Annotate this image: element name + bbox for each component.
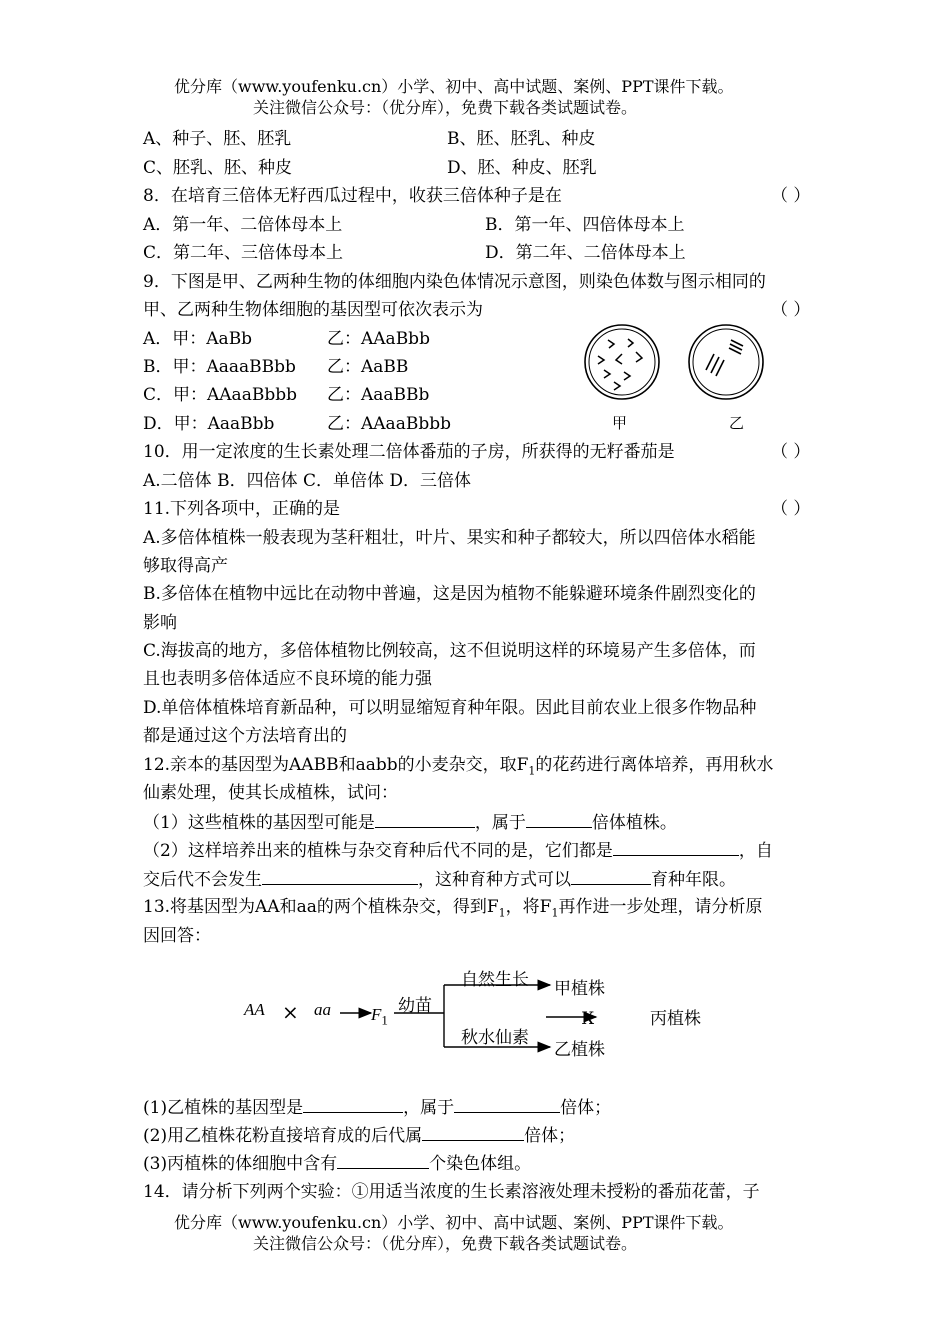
q12-p2-text-e: 育种年限。 [651, 870, 736, 890]
q9-option-b-jia: B．甲：AaaaBBbb [143, 357, 296, 377]
q12-part-2-line-2 [143, 868, 736, 891]
diagram-aa: aa [314, 1000, 331, 1019]
diagram-bing: 丙植株 [650, 1009, 701, 1029]
q12-p1-text-b: ，属于 [474, 813, 526, 833]
diagram-qiushui: 秋水仙素 [461, 1028, 529, 1048]
q8-option-d: D．第二年、二倍体母本上 [485, 243, 686, 263]
q12-p2-text-d: ，这种育种方式可以 [418, 870, 571, 890]
q12-stem-line-1 [143, 754, 773, 782]
q13-diagram-arrows [330, 975, 660, 1065]
footer-line-2: 关注微信公众号：（优分库），免费下载各类试题试卷。 [253, 1234, 638, 1253]
q7-option-d: D、胚、种皮、胚乳 [447, 158, 597, 178]
q9-stem-line-2: 甲、乙两种生物体细胞的基因型可依次表示为 [143, 300, 483, 320]
q13-s3-text-a: (3)丙植株的体细胞中含有 [143, 1154, 338, 1174]
diagram-ziran: 自然生长 [461, 970, 529, 990]
q13-subscript-2: 1 [551, 906, 559, 920]
q10-stem: 10．用一定浓度的生长素处理二倍体番茄的子房，所获得的无籽番茄是 [143, 442, 675, 462]
diagram-yi: 乙植株 [554, 1040, 605, 1060]
blank-segregation[interactable] [262, 868, 418, 885]
diagram-F: F [371, 1005, 382, 1024]
label-jia: 甲 [612, 414, 628, 432]
q13-sub-3 [143, 1152, 531, 1175]
label-yi: 乙 [729, 414, 745, 432]
q11-answer-paren: （ ） [771, 499, 811, 519]
q13-s2-text-b: 倍体； [524, 1126, 576, 1146]
header-line-1: 优分库（www.youfenku.cn）小学、初中、高中试题、案例、PPT课件下载。 [174, 77, 734, 96]
q12-stem-part-b: 的花药进行离体培养，再用秋水 [535, 755, 774, 775]
q12-p2-text-a: （2）这样培养出来的植株与杂交育种后代不同的是，它们都是 [143, 841, 613, 861]
blank-chromosome-sets[interactable] [337, 1152, 429, 1169]
q12-p2-text-c: 交后代不会发生 [143, 870, 262, 890]
q13-stem-part-c: 再作进一步处理，请分析原 [558, 897, 763, 917]
q13-s1-text-b: ，属于 [403, 1098, 455, 1118]
footer-line-1: 优分库（www.youfenku.cn）小学、初中、高中试题、案例、PPT课件下载。 [174, 1213, 734, 1232]
diagram-youmiao: 幼苗 [398, 996, 432, 1016]
q13-s2-text-a: (2)用乙植株花粉直接培育成的后代属 [143, 1126, 423, 1146]
q12-p1-text-a: （1）这些植株的基因型可能是 [143, 813, 375, 833]
header-line-2: 关注微信公众号：（优分库），免费下载各类试题试卷。 [253, 98, 638, 117]
cell-yi [689, 325, 763, 399]
q13-s3-text-b: 个染色体组。 [429, 1154, 532, 1174]
q9-option-a-yi: 乙：AAaBbb [327, 329, 430, 349]
q9-option-d-yi: 乙：AAaaBbbb [327, 414, 451, 434]
q10-answer-paren: （ ） [771, 442, 811, 462]
diagram-F-subscript: 1 [381, 1012, 388, 1028]
blank-offspring-ploidy[interactable] [422, 1124, 524, 1141]
q12-part-2-line-1 [143, 839, 773, 862]
q9-stem-line-1: 9．下图是甲、乙两种生物的体细胞内染色体情况示意图，则染色体数与图示相同的 [143, 272, 766, 292]
q12-stem-line-2: 仙素处理，使其长成植株，试问： [143, 783, 398, 803]
q11-option-a-line-1: A.多倍体植株一般表现为茎秆粗壮，叶片、果实和种子都较大，所以四倍体水稻能 [143, 528, 756, 548]
q13-sub-1 [143, 1096, 611, 1119]
q8-option-c: C．第二年、三倍体母本上 [143, 243, 344, 263]
q7-option-c: C、胚乳、胚、种皮 [143, 158, 293, 178]
q11-option-b-line-2: 影响 [143, 613, 177, 633]
q10-options: A.二倍体 B．四倍体 C．单倍体 D．三倍体 [143, 471, 472, 491]
q9-option-b-yi: 乙：AaBB [327, 357, 409, 377]
cell-jia [585, 325, 659, 399]
q12-p1-text-c: 倍体植株。 [591, 813, 677, 833]
q11-option-b-line-1: B.多倍体在植物中远比在动物中普遍，这是因为植物不能躲避环境条件剧烈变化的 [143, 584, 756, 604]
q12-part-1 [143, 811, 677, 834]
q8-stem: 8．在培育三倍体无籽西瓜过程中，收获三倍体种子是在 [143, 186, 562, 206]
q11-option-d-line-1: D.单倍体植株培育新品种，可以明显缩短育种年限。因此目前农业上很多作物品种 [143, 698, 757, 718]
diagram-AA: AA [244, 1000, 265, 1019]
q11-stem: 11.下列各项中，正确的是 [143, 499, 341, 519]
q13-stem-part-a: 13.将基因型为AA和aa的两个植株杂交，得到F [143, 897, 499, 917]
blank-ploidy[interactable] [526, 811, 592, 828]
q11-option-c-line-2: 且也表明多倍体适应不良环境的能力强 [143, 669, 432, 689]
q13-s1-text-c: 倍体； [560, 1098, 612, 1118]
q9-option-d-jia: D．甲：AaaBbb [143, 414, 275, 434]
blank-yi-genotype[interactable] [303, 1096, 403, 1113]
q12-stem-part-a: 12.亲本的基因型为AABB和aabb的小麦杂交，取F [143, 755, 529, 775]
q13-subscript-1: 1 [498, 906, 506, 920]
q9-option-c-jia: C．甲：AAaaBbbb [143, 385, 297, 405]
q8-answer-paren: （ ） [771, 186, 811, 206]
q8-option-a: A．第一年、二倍体母本上 [143, 215, 343, 235]
q13-s1-text-a: (1)乙植株的基因型是 [143, 1098, 304, 1118]
q13-stem-line-1 [143, 896, 762, 924]
q7-option-a: A、种子、胚、胚乳 [143, 129, 292, 149]
q9-chromosome-figure [578, 318, 778, 418]
q12-subscript: 1 [528, 764, 536, 778]
q8-option-b: B．第一年、四倍体母本上 [485, 215, 685, 235]
q13-stem-line-2: 因回答： [143, 926, 211, 946]
q7-option-b: B、胚、胚乳、种皮 [447, 129, 596, 149]
q11-option-c-line-1: C.海拔高的地方，多倍体植物比例较高，这不但说明这样的环境易产生多倍体，而 [143, 641, 756, 661]
blank-pure-line[interactable] [613, 839, 739, 856]
blank-shorten[interactable] [571, 868, 651, 885]
q9-option-c-yi: 乙：AaaBBb [327, 385, 430, 405]
q11-option-d-line-2: 都是通过这个方法培育出的 [143, 726, 347, 746]
q12-p2-text-b: ，自 [738, 841, 773, 861]
blank-yi-ploidy[interactable] [454, 1096, 560, 1113]
diagram-times: × [282, 1000, 299, 1024]
q14-stem: 14．请分析下列两个实验：①用适当浓度的生长素溶液处理未授粉的番茄花蕾，子 [143, 1182, 760, 1202]
q11-option-a-line-2: 够取得高产 [143, 556, 228, 576]
diagram-jia: 甲植株 [554, 979, 605, 999]
diagram-x: X [582, 1009, 595, 1029]
q9-answer-paren: （ ） [771, 300, 811, 320]
q9-option-a-jia: A．甲：AaBb [143, 329, 253, 349]
q13-sub-2 [143, 1124, 575, 1147]
q13-stem-part-b: ，将F [505, 897, 552, 917]
blank-genotype[interactable] [375, 811, 475, 828]
